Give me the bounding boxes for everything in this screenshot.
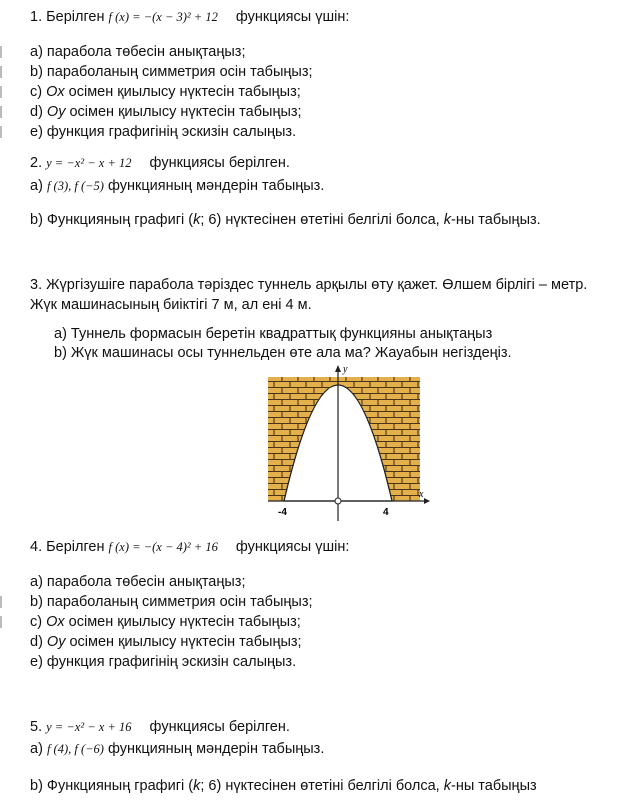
problem-1-item-e: e) функция графигінің эскизін салыңыз. — [30, 124, 297, 140]
problem-1-formula: f (x) = −(x − 3)² + 12 — [108, 10, 218, 24]
tunnel-figure — [262, 363, 434, 523]
problem-4-tail: функциясы үшін: — [235, 539, 350, 555]
margin-mark — [0, 616, 2, 628]
margin-mark — [0, 86, 2, 98]
margin-mark — [0, 66, 2, 78]
problem-2-header — [30, 154, 290, 172]
right-root-label: 4 — [383, 507, 389, 518]
problem-5-number: 5. — [30, 719, 43, 735]
problem-1-item-b: b) параболаның симметрия осін табыңыз; — [30, 64, 313, 80]
problem-5-header — [30, 718, 290, 736]
problem-2-tail: функциясы берілген. — [149, 155, 290, 171]
problem-2-formula: y = −x² − x + 12 — [46, 156, 132, 170]
problem-5-item-b: b) Функцияның графигі (k; 6) нүктесінен өтетіні белгілі болса, k-ны табыңыз — [30, 778, 537, 794]
margin-mark — [0, 106, 2, 118]
problem-5-tail: функциясы берілген. — [149, 719, 290, 735]
y-axis-arrow — [335, 365, 341, 372]
problem-4-header — [30, 538, 349, 556]
problem-4-number: 4. Берілген — [30, 539, 105, 555]
problem-4-item-d: d) Oy осімен қиылысу нүктесін табыңыз; — [30, 634, 302, 650]
left-root-label: -4 — [278, 507, 287, 518]
problem-1-item-c: c) Ox осімен қиылысу нүктесін табыңыз; — [30, 84, 301, 100]
problem-2-values-formula: f (3), f (−5) — [46, 179, 104, 193]
problem-1-item-d: d) Oy осімен қиылысу нүктесін табыңыз; — [30, 104, 302, 120]
x-axis-label: x — [419, 489, 424, 500]
problem-4-formula: f (x) = −(x − 4)² + 16 — [108, 540, 218, 554]
problem-2-number: 2. — [30, 155, 43, 171]
margin-mark — [0, 596, 2, 608]
problem-1-number: 1. Берілген — [30, 9, 105, 25]
margin-mark — [0, 126, 2, 138]
problem-2-item-b: b) Функцияның графигі (k; 6) нүктесінен өтетіні белгілі болса, k-ны табыңыз. — [30, 212, 541, 228]
problem-5-formula: y = −x² − x + 16 — [46, 720, 132, 734]
problem-4-item-e: e) функция графигінің эскизін салыңыз. — [30, 654, 297, 670]
margin-mark — [0, 46, 2, 58]
problem-3-item-a: a) Туннель формасын беретін квадраттық функцияны анықтаңыз — [54, 326, 493, 342]
problem-3-line-2: Жүк машинасының биіктігі 7 м, ал ені 4 м. — [30, 297, 312, 313]
problem-4-item-a: a) парабола төбесін анықтаңыз; — [30, 574, 246, 590]
origin-point — [335, 498, 341, 504]
problem-5-item-a: a) f (4), f (−6) функцияның мәндерін табыңыз. — [30, 741, 325, 757]
y-axis-label: y — [343, 364, 348, 375]
problem-1-header — [30, 8, 349, 26]
problem-3-line-1: 3. Жүргізушіге парабола тәріздес туннель арқылы өту қажет. Өлшем бірлігі – метр. — [30, 277, 588, 293]
problem-3-item-b: b) Жүк машинасы осы туннельден өте ала ма? Жауабын негіздеңіз. — [54, 345, 512, 361]
problem-1-tail: функциясы үшін: — [235, 9, 350, 25]
peak-label: 8 — [328, 387, 334, 398]
x-axis-arrow — [424, 498, 430, 504]
problem-4-item-b: b) параболаның симметрия осін табыңыз; — [30, 594, 313, 610]
problem-2-item-a: a) f (3), f (−5) функцияның мәндерін табыңыз. — [30, 178, 325, 194]
problem-5-values-formula: f (4), f (−6) — [46, 742, 104, 756]
problem-4-item-c: c) Ox осімен қиылысу нүктесін табыңыз; — [30, 614, 301, 630]
problem-1-item-a: a) парабола төбесін анықтаңыз; — [30, 44, 246, 60]
